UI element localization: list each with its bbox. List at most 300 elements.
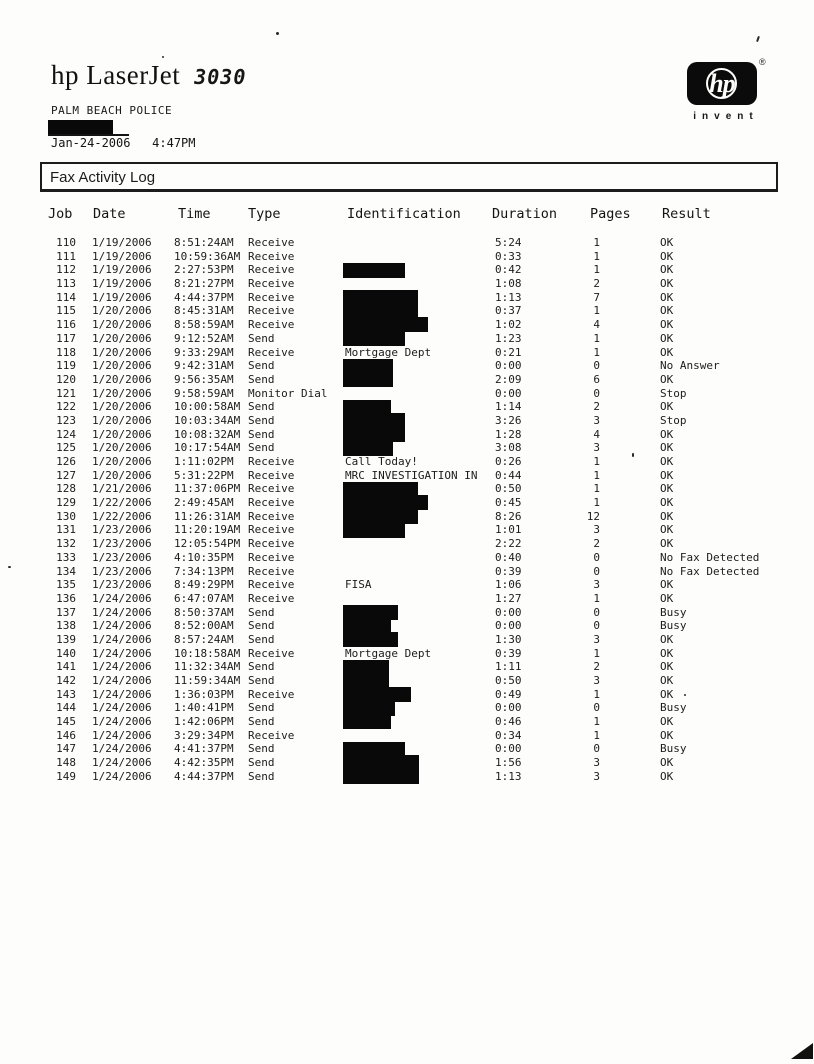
duration: 0:33 xyxy=(495,249,522,263)
fax-date: 1/24/2006 xyxy=(92,715,152,729)
fax-log-row xyxy=(40,496,780,510)
fax-date: 1/24/2006 xyxy=(92,674,152,687)
duration: 0:00 xyxy=(495,605,522,619)
fax-date: 1/24/2006 xyxy=(92,769,152,783)
duration: 1:13 xyxy=(495,290,522,304)
result-status: Busy xyxy=(660,701,687,715)
duration: 1:01 xyxy=(495,523,522,537)
duration: 0:37 xyxy=(495,304,522,318)
page-count: 1 xyxy=(593,468,600,482)
duration: 0:46 xyxy=(495,715,522,729)
fax-type: Send xyxy=(248,769,275,783)
fax-log-row xyxy=(40,387,780,401)
fax-date: 1/23/2006 xyxy=(92,550,152,564)
fax-type: Receive xyxy=(248,591,295,605)
duration: 0:00 xyxy=(495,701,522,715)
page-count: 0 xyxy=(593,605,600,619)
registered-trademark-icon: ® xyxy=(759,57,766,67)
fax-log-row xyxy=(40,715,780,729)
page-count: 1 xyxy=(593,304,600,318)
redacted-identification xyxy=(343,331,405,346)
scan-artifact xyxy=(276,32,279,35)
job-number: 130 xyxy=(56,509,76,523)
result-status: OK xyxy=(660,249,674,263)
duration: 5:24 xyxy=(495,236,522,249)
hp-logo-icon xyxy=(687,62,757,105)
duration: 0:42 xyxy=(495,263,522,277)
fax-log-row xyxy=(40,742,780,756)
job-number: 120 xyxy=(56,372,76,386)
fax-log-row xyxy=(40,510,780,524)
duration: 1:06 xyxy=(495,578,522,592)
fax-date: 1/23/2006 xyxy=(92,578,152,592)
fax-type: Receive xyxy=(248,468,295,482)
fax-type: Receive xyxy=(248,277,295,291)
fax-date: 1/20/2006 xyxy=(92,304,152,318)
page-count: 0 xyxy=(593,550,600,564)
fax-log-row xyxy=(40,578,780,592)
identification: FISA xyxy=(345,578,372,592)
page-count: 0 xyxy=(593,742,600,756)
job-number: 118 xyxy=(56,345,76,359)
fax-date: 1/19/2006 xyxy=(92,263,152,277)
fax-date: 1/22/2006 xyxy=(92,496,152,510)
job-number: 142 xyxy=(56,674,76,687)
fax-time: 3:29:34PM xyxy=(174,728,234,742)
result-status: OK xyxy=(660,400,674,414)
duration: 0:50 xyxy=(495,674,522,687)
duration: 0:39 xyxy=(495,646,522,660)
fax-type: Send xyxy=(248,715,275,729)
result-status: OK xyxy=(660,468,674,482)
fax-type: Receive xyxy=(248,496,295,510)
fax-date: 1/24/2006 xyxy=(92,591,152,605)
fax-time: 4:44:37PM xyxy=(174,290,234,304)
fax-time: 4:41:37PM xyxy=(174,742,234,756)
redacted-identification xyxy=(343,372,393,387)
job-number: 114 xyxy=(56,290,76,304)
fax-date: 1/19/2006 xyxy=(92,236,152,249)
fax-type: Receive xyxy=(248,249,295,263)
result-status: OK xyxy=(660,674,674,687)
result-status: OK xyxy=(660,660,674,674)
fax-log-row xyxy=(40,688,780,702)
fax-log-row xyxy=(40,414,780,428)
fax-date: 1/23/2006 xyxy=(92,537,152,551)
job-number: 135 xyxy=(56,578,76,592)
fax-date: 1/23/2006 xyxy=(92,564,152,578)
hp-logo-tagline: invent xyxy=(693,111,759,122)
page-count: 4 xyxy=(593,427,600,441)
col-header-identification: Identification xyxy=(347,206,461,222)
fax-type: Monitor Dial xyxy=(248,386,328,400)
result-status: OK xyxy=(660,523,674,537)
log-column-headers xyxy=(40,206,780,222)
result-status: OK xyxy=(660,496,674,510)
fax-type: Send xyxy=(248,359,275,373)
fax-type: Send xyxy=(248,632,275,646)
scan-artifact xyxy=(632,453,634,457)
scan-artifact xyxy=(162,56,164,58)
fax-date: 1/19/2006 xyxy=(92,249,152,263)
fax-log-row xyxy=(40,537,780,551)
job-number: 137 xyxy=(56,605,76,619)
result-status: OK xyxy=(660,372,674,386)
result-status: OK xyxy=(660,756,674,770)
hp-logo-monogram: hp xyxy=(709,69,735,98)
job-number: 128 xyxy=(56,482,76,496)
fax-type: Receive xyxy=(248,304,295,318)
fax-time: 8:57:24AM xyxy=(174,632,234,646)
identification: Call Today! xyxy=(345,455,418,468)
fax-log-row xyxy=(40,455,780,469)
page-count: 1 xyxy=(593,455,600,468)
job-number: 116 xyxy=(56,318,76,332)
result-status: OK xyxy=(660,263,674,277)
job-number: 144 xyxy=(56,701,76,715)
fax-log-row xyxy=(40,400,780,414)
fax-type: Send xyxy=(248,400,275,414)
fax-type: Receive xyxy=(248,290,295,304)
fax-log-row xyxy=(40,250,780,264)
result-status: OK xyxy=(660,331,674,345)
fax-time: 9:33:29AM xyxy=(174,345,234,359)
job-number: 127 xyxy=(56,468,76,482)
fax-log-row xyxy=(40,701,780,715)
redacted-identification xyxy=(343,441,393,456)
fax-type: Receive xyxy=(248,550,295,564)
fax-time: 11:59:34AM xyxy=(174,674,241,687)
job-number: 148 xyxy=(56,756,76,770)
duration: 0:49 xyxy=(495,687,522,701)
fax-time: 4:42:35PM xyxy=(174,756,234,770)
duration: 0:44 xyxy=(495,468,522,482)
fax-log-row xyxy=(40,729,780,743)
page-count: 3 xyxy=(593,441,600,455)
fax-date: 1/24/2006 xyxy=(92,632,152,646)
job-number: 141 xyxy=(56,660,76,674)
fax-log-row xyxy=(40,551,780,565)
fax-date: 1/20/2006 xyxy=(92,468,152,482)
duration: 1:14 xyxy=(495,400,522,414)
fax-time: 1:36:03PM xyxy=(174,687,234,701)
page-count: 1 xyxy=(593,249,600,263)
duration: 2:09 xyxy=(495,372,522,386)
result-status: Stop xyxy=(660,413,687,427)
fax-log-row xyxy=(40,756,780,770)
fax-time: 10:08:32AM xyxy=(174,427,241,441)
job-number: 131 xyxy=(56,523,76,537)
fax-date: 1/19/2006 xyxy=(92,290,152,304)
duration: 0:39 xyxy=(495,564,522,578)
job-number: 143 xyxy=(56,687,76,701)
result-status: OK xyxy=(660,290,674,304)
fax-date: 1/24/2006 xyxy=(92,742,152,756)
identification: Mortgage Dept xyxy=(345,345,432,359)
page-count: 12 xyxy=(586,509,600,523)
job-number: 147 xyxy=(56,742,76,756)
duration: 0:45 xyxy=(495,496,522,510)
fax-type: Send xyxy=(248,441,275,455)
fax-type: Receive xyxy=(248,728,295,742)
fax-time: 4:10:35PM xyxy=(174,550,234,564)
fax-type: Send xyxy=(248,413,275,427)
fax-time: 6:47:07AM xyxy=(174,591,234,605)
fax-date: 1/20/2006 xyxy=(92,441,152,455)
col-header-result: Result xyxy=(662,206,711,222)
page-count: 0 xyxy=(593,619,600,633)
duration: 0:21 xyxy=(495,345,522,359)
fax-date: 1/24/2006 xyxy=(92,728,152,742)
job-number: 119 xyxy=(56,359,76,373)
fax-type: Send xyxy=(248,674,275,687)
duration: 1:11 xyxy=(495,660,522,674)
fax-log-rows xyxy=(40,236,780,784)
job-number: 111 xyxy=(56,249,76,263)
col-header-type: Type xyxy=(248,206,281,222)
fax-log-row xyxy=(40,674,780,688)
page-count: 1 xyxy=(593,715,600,729)
fax-log-row xyxy=(40,469,780,483)
fax-time: 5:31:22PM xyxy=(174,468,234,482)
fax-time: 7:34:13PM xyxy=(174,564,234,578)
fax-type: Send xyxy=(248,742,275,756)
fax-time: 4:44:37PM xyxy=(174,769,234,783)
result-status: OK xyxy=(660,455,674,468)
page-count: 1 xyxy=(593,646,600,660)
fax-type: Send xyxy=(248,372,275,386)
page-count: 0 xyxy=(593,386,600,400)
fax-time: 10:59:36AM xyxy=(174,249,241,263)
col-header-date: Date xyxy=(93,206,126,222)
fax-time: 11:26:31AM xyxy=(174,509,241,523)
fax-date: 1/24/2006 xyxy=(92,756,152,770)
fax-time: 8:45:31AM xyxy=(174,304,234,318)
fax-type: Receive xyxy=(248,646,295,660)
fax-type: Send xyxy=(248,605,275,619)
result-status: OK xyxy=(660,441,674,455)
result-status: OK xyxy=(660,578,674,592)
printer-brand xyxy=(51,60,246,91)
duration: 0:00 xyxy=(495,619,522,633)
fax-type: Receive xyxy=(248,537,295,551)
page-count: 2 xyxy=(593,277,600,291)
duration: 1:27 xyxy=(495,591,522,605)
fax-type: Receive xyxy=(248,523,295,537)
job-number: 122 xyxy=(56,400,76,414)
fax-type: Send xyxy=(248,660,275,674)
job-number: 134 xyxy=(56,564,76,578)
page-count: 1 xyxy=(593,687,600,701)
fax-log-row xyxy=(40,236,780,250)
fax-log-row xyxy=(40,291,780,305)
scan-artifact xyxy=(756,36,760,42)
fax-date: 1/20/2006 xyxy=(92,386,152,400)
duration: 0:26 xyxy=(495,455,522,468)
redacted-fax-number xyxy=(48,120,113,134)
fax-log-row xyxy=(40,633,780,647)
fax-log-row xyxy=(40,373,780,387)
fax-time: 12:05:54PM xyxy=(174,537,241,551)
job-number: 121 xyxy=(56,386,76,400)
fax-date: 1/20/2006 xyxy=(92,318,152,332)
fax-time: 11:37:06PM xyxy=(174,482,241,496)
page-count: 1 xyxy=(593,728,600,742)
fax-type: Receive xyxy=(248,687,295,701)
result-status: OK xyxy=(660,304,674,318)
fax-log-row xyxy=(40,619,780,633)
page-count: 3 xyxy=(593,632,600,646)
result-status: OK xyxy=(660,537,674,551)
result-status: OK xyxy=(660,427,674,441)
duration: 1:28 xyxy=(495,427,522,441)
page-count: 4 xyxy=(593,318,600,332)
fax-log-row xyxy=(40,332,780,346)
report-title-box xyxy=(40,162,778,192)
col-header-pages: Pages xyxy=(590,206,631,222)
result-status: OK xyxy=(660,345,674,359)
job-number: 113 xyxy=(56,277,76,291)
result-status: OK xyxy=(660,509,674,523)
fax-log-row xyxy=(40,770,780,784)
page-count: 7 xyxy=(593,290,600,304)
duration: 1:56 xyxy=(495,756,522,770)
fax-type: Send xyxy=(248,701,275,715)
result-status: Stop xyxy=(660,386,687,400)
job-number: 140 xyxy=(56,646,76,660)
fax-log-row xyxy=(40,263,780,277)
result-status: OK xyxy=(660,715,674,729)
job-number: 149 xyxy=(56,769,76,783)
job-number: 112 xyxy=(56,263,76,277)
job-number: 133 xyxy=(56,550,76,564)
duration: 1:02 xyxy=(495,318,522,332)
result-status: OK xyxy=(660,277,674,291)
job-number: 110 xyxy=(56,236,76,249)
job-number: 123 xyxy=(56,413,76,427)
fax-date: 1/20/2006 xyxy=(92,455,152,468)
job-number: 145 xyxy=(56,715,76,729)
job-number: 136 xyxy=(56,591,76,605)
fax-log-row xyxy=(40,441,780,455)
page-count: 1 xyxy=(593,345,600,359)
job-number: 132 xyxy=(56,537,76,551)
fax-log-row xyxy=(40,304,780,318)
fax-log-row xyxy=(40,565,780,579)
fax-date: 1/22/2006 xyxy=(92,509,152,523)
page-count: 1 xyxy=(593,496,600,510)
duration: 1:23 xyxy=(495,331,522,345)
result-status: OK xyxy=(660,591,674,605)
col-header-job: Job xyxy=(48,206,73,222)
fax-time: 8:49:29PM xyxy=(174,578,234,592)
fax-date: 1/20/2006 xyxy=(92,345,152,359)
page-count: 3 xyxy=(593,413,600,427)
fax-date: 1/21/2006 xyxy=(92,482,152,496)
result-status: No Fax Detected xyxy=(660,564,760,578)
fax-type: Send xyxy=(248,619,275,633)
fax-type: Receive xyxy=(248,482,295,496)
job-number: 126 xyxy=(56,455,76,468)
fax-type: Receive xyxy=(248,263,295,277)
redacted-identification xyxy=(343,769,419,784)
fax-time: 9:58:59AM xyxy=(174,386,234,400)
fax-date: 1/20/2006 xyxy=(92,359,152,373)
duration: 8:26 xyxy=(495,509,522,523)
fax-log-row xyxy=(40,277,780,291)
duration: 0:50 xyxy=(495,482,522,496)
report-datetime: Jan-24-2006 4:47PM xyxy=(51,136,196,150)
page-count: 3 xyxy=(593,578,600,592)
result-status: No Fax Detected xyxy=(660,550,760,564)
job-number: 125 xyxy=(56,441,76,455)
fax-log-row xyxy=(40,523,780,537)
duration: 0:00 xyxy=(495,386,522,400)
fax-date: 1/24/2006 xyxy=(92,646,152,660)
duration: 0:40 xyxy=(495,550,522,564)
page-count: 1 xyxy=(593,236,600,249)
fax-log-row xyxy=(40,647,780,661)
duration: 1:08 xyxy=(495,277,522,291)
fax-date: 1/19/2006 xyxy=(92,277,152,291)
fax-time: 9:42:31AM xyxy=(174,359,234,373)
result-status: OK xyxy=(660,236,674,249)
page-count: 1 xyxy=(593,263,600,277)
page-count: 2 xyxy=(593,537,600,551)
fax-time: 10:18:58AM xyxy=(174,646,241,660)
fax-log-row xyxy=(40,428,780,442)
fax-time: 2:27:53PM xyxy=(174,263,234,277)
printer-model: 3030 xyxy=(194,65,247,89)
job-number: 117 xyxy=(56,331,76,345)
fax-log-row xyxy=(40,660,780,674)
fax-time: 1:42:06PM xyxy=(174,715,234,729)
fax-date: 1/24/2006 xyxy=(92,605,152,619)
job-number: 129 xyxy=(56,496,76,510)
fax-log-row xyxy=(40,606,780,620)
result-status: OK xyxy=(660,482,674,496)
fax-time: 8:52:00AM xyxy=(174,619,234,633)
scan-artifact xyxy=(684,694,686,696)
fax-type: Receive xyxy=(248,455,295,468)
fax-log-row xyxy=(40,359,780,373)
fax-type: Send xyxy=(248,427,275,441)
scan-artifact xyxy=(8,566,11,568)
identification: Mortgage Dept xyxy=(345,646,432,660)
result-status: No Answer xyxy=(660,359,720,373)
fax-date: 1/20/2006 xyxy=(92,427,152,441)
job-number: 115 xyxy=(56,304,76,318)
result-status: OK xyxy=(660,646,674,660)
fax-date: 1/20/2006 xyxy=(92,331,152,345)
result-status: OK xyxy=(660,769,674,783)
col-header-duration: Duration xyxy=(492,206,558,222)
duration: 3:08 xyxy=(495,441,522,455)
fax-type: Send xyxy=(248,331,275,345)
fax-log-row xyxy=(40,346,780,360)
result-status: Busy xyxy=(660,605,687,619)
result-status: OK xyxy=(660,728,674,742)
fax-time: 8:21:27PM xyxy=(174,277,234,291)
fax-log-row xyxy=(40,592,780,606)
printer-brand-name: hp LaserJet xyxy=(51,60,181,90)
duration: 1:30 xyxy=(495,632,522,646)
fax-date: 1/20/2006 xyxy=(92,413,152,427)
page-count: 3 xyxy=(593,523,600,537)
page-count: 0 xyxy=(593,701,600,715)
station-name: PALM BEACH POLICE xyxy=(51,104,173,117)
fax-date: 1/23/2006 xyxy=(92,523,152,537)
